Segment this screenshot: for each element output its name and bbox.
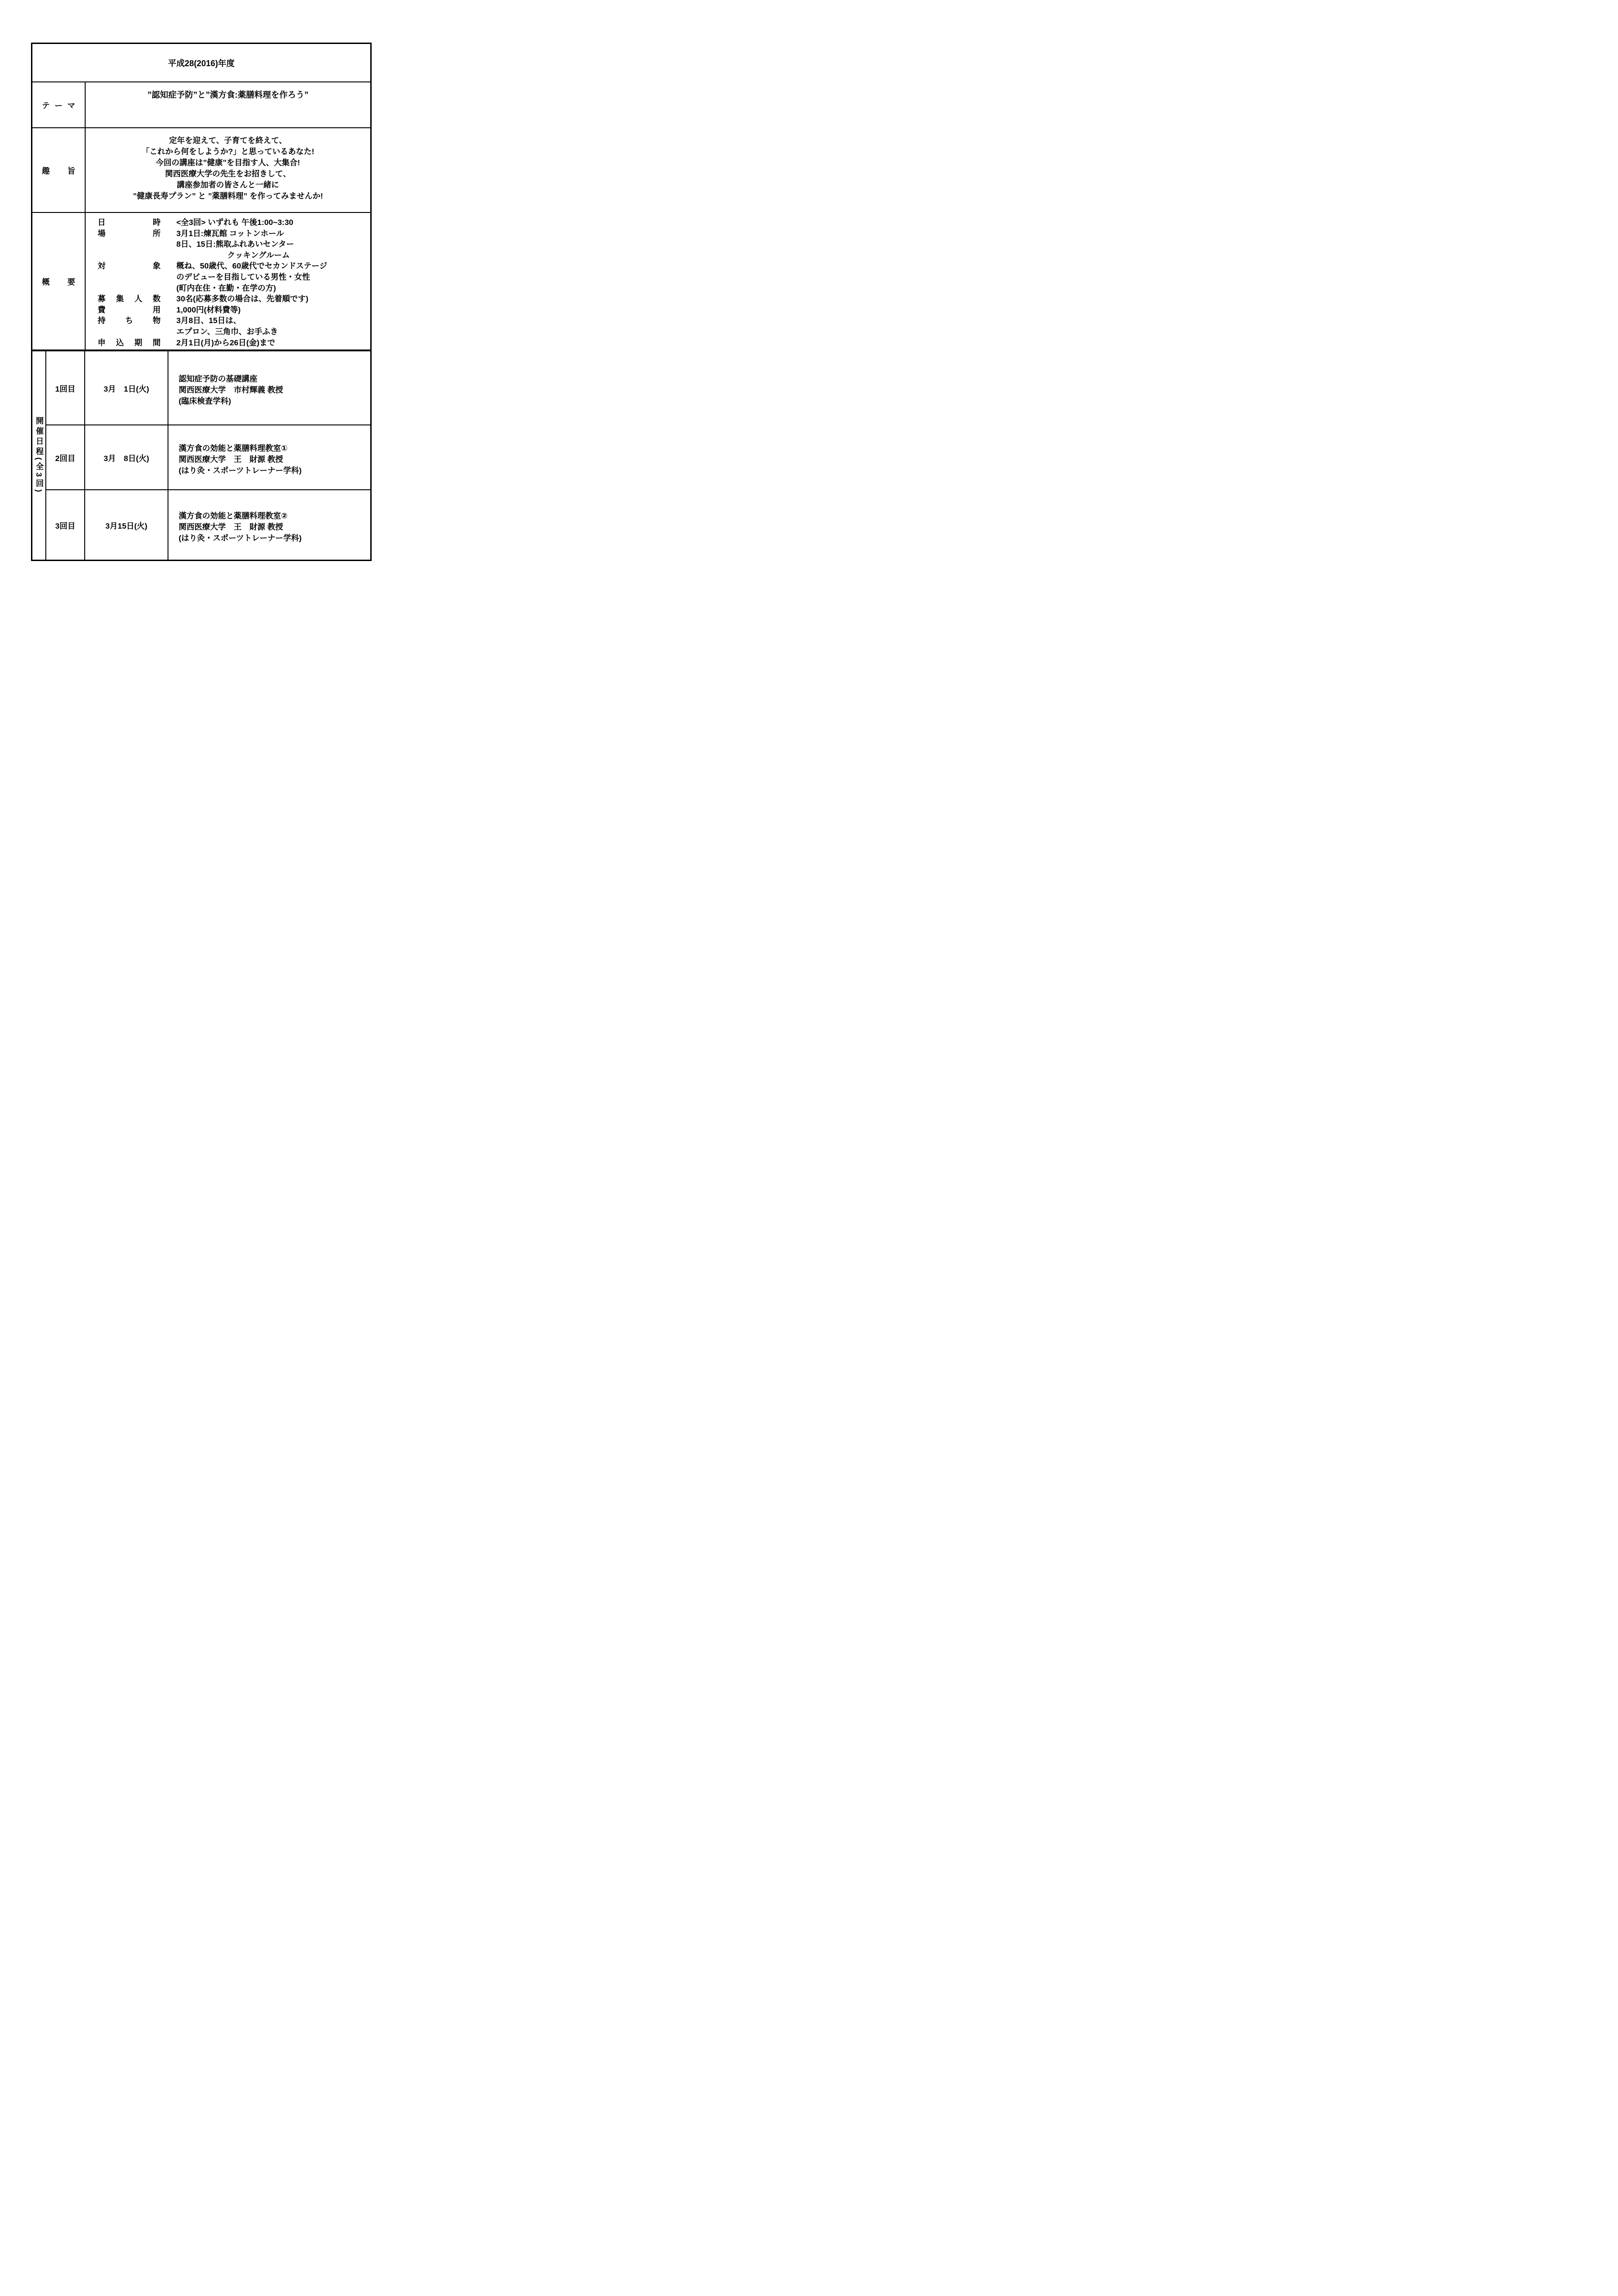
overview-item-label: 持ち物 bbox=[98, 316, 161, 325]
overview-label: 概要 bbox=[42, 278, 75, 287]
schedule-date: 3月 1日(火) bbox=[85, 351, 168, 424]
overview-item-label: 費用 bbox=[98, 305, 161, 314]
schedule-description-line: (臨床検査学科) bbox=[179, 397, 231, 406]
overview-item-value: 3月1日:煉瓦館 コットンホール bbox=[176, 229, 284, 238]
overview-item-label bbox=[98, 283, 161, 294]
overview-item-label: 対象 bbox=[98, 262, 161, 271]
schedule-description bbox=[168, 351, 370, 424]
overview-item-label bbox=[98, 250, 161, 261]
schedule-description-line: 漢方食の効能と薬膳料理教室① bbox=[179, 444, 288, 453]
overview-content bbox=[86, 213, 370, 349]
schedule-session-number: 2回目 bbox=[46, 425, 85, 489]
page bbox=[0, 0, 404, 574]
overview-item-value: 概ね、50歳代、60歳代でセカンドステージ bbox=[176, 262, 327, 271]
overview-item-label: 募集人数 bbox=[98, 294, 161, 304]
schedule-description-line: (はり灸・スポーツトレーナー学科) bbox=[179, 466, 302, 475]
overview-row bbox=[32, 213, 370, 349]
overview-item-value: クッキングルーム bbox=[227, 250, 290, 260]
schedule-date: 3月15日(火) bbox=[85, 490, 168, 560]
purpose-line: 「これから何をしようか?」と思っているあなた! bbox=[141, 147, 315, 156]
overview-item-value: エプロン、三角巾、お手ふき bbox=[176, 327, 278, 336]
schedule-row-3 bbox=[46, 489, 370, 560]
overview-item-value: 8日、15日:熊取ふれあいセンター bbox=[176, 240, 294, 249]
title-row bbox=[32, 44, 370, 82]
course-announcement-table bbox=[31, 43, 372, 561]
overview-item-place-cont2 bbox=[86, 250, 370, 261]
schedule-side-label: 開催日程(全3回) bbox=[32, 351, 46, 560]
schedule-session-number: 1回目 bbox=[46, 351, 85, 424]
schedule-section bbox=[32, 349, 370, 560]
overview-item-label bbox=[98, 326, 161, 337]
overview-item-label: 申込期間 bbox=[98, 338, 161, 347]
purpose-label-cell bbox=[32, 128, 86, 212]
overview-item-capacity bbox=[86, 293, 370, 305]
purpose-line: 今回の講座は”健康”を目指す人、大集合! bbox=[156, 158, 300, 167]
overview-item-label: 日時 bbox=[98, 218, 161, 227]
purpose-line: 定年を迎えて、子育てを終えて、 bbox=[169, 136, 287, 145]
overview-item-place bbox=[86, 228, 370, 239]
purpose-line: 関西医療大学の先生をお招きして、 bbox=[165, 169, 291, 178]
schedule-description bbox=[168, 425, 370, 489]
schedule-description-line: 漢方食の効能と薬膳料理教室② bbox=[179, 512, 288, 520]
schedule-description-line: 関西医療大学 市村輝義 教授 bbox=[179, 386, 283, 394]
overview-item-value: 3月8日、15日は、 bbox=[176, 316, 241, 325]
schedule-description bbox=[168, 490, 370, 560]
schedule-description-line: 関西医療大学 王 財源 教授 bbox=[179, 523, 283, 531]
purpose-row bbox=[32, 128, 370, 213]
overview-item-datetime bbox=[86, 217, 370, 228]
schedule-row-2 bbox=[46, 424, 370, 489]
overview-item-label bbox=[98, 239, 161, 250]
overview-item-value: のデビューを目指している男性・女性 bbox=[176, 272, 310, 281]
overview-item-value: <全3回> いずれも 午後1:00~3:30 bbox=[176, 218, 293, 227]
overview-item-label bbox=[98, 272, 161, 283]
overview-item-value: (町内在住・在勤・在学の方) bbox=[176, 283, 276, 293]
purpose-line: 講座参加者の皆さんと一緒に bbox=[177, 181, 279, 189]
overview-label-cell bbox=[32, 213, 86, 349]
theme-row bbox=[32, 82, 370, 128]
schedule-description-line: (はり灸・スポーツトレーナー学科) bbox=[179, 534, 302, 543]
overview-item-belongings-cont bbox=[86, 326, 370, 337]
overview-item-target-cont2 bbox=[86, 283, 370, 294]
purpose-label: 趣旨 bbox=[42, 167, 75, 175]
overview-item-value: 2月1日(月)から26日(金)まで bbox=[176, 338, 275, 347]
overview-item-value: 30名(応募多数の場合は、先着順です) bbox=[176, 294, 309, 304]
theme-label-cell bbox=[32, 82, 86, 127]
schedule-description-line: 関西医療大学 王 財源 教授 bbox=[179, 455, 283, 464]
overview-item-target bbox=[86, 261, 370, 272]
overview-item-application-period bbox=[86, 337, 370, 349]
purpose-text bbox=[86, 128, 370, 212]
overview-item-target-cont bbox=[86, 272, 370, 283]
schedule-description-line: 認知症予防の基礎講座 bbox=[179, 374, 257, 383]
theme-text: ”認知症予防”と”漢方食:薬膳料理を作ろう” bbox=[147, 90, 309, 100]
overview-item-label: 場所 bbox=[98, 229, 161, 238]
overview-item-fee bbox=[86, 305, 370, 316]
overview-item-belongings bbox=[86, 315, 370, 326]
schedule-rows bbox=[46, 351, 370, 560]
theme-label: テーマ bbox=[42, 101, 75, 110]
schedule-date: 3月 8日(火) bbox=[85, 425, 168, 489]
page-title: 平成28(2016)年度 bbox=[168, 58, 235, 68]
overview-item-value: 1,000円(材料費等) bbox=[176, 305, 241, 314]
purpose-line: ”健康長寿プラン” と ”薬膳料理” を作ってみませんか! bbox=[133, 192, 323, 200]
schedule-row-1 bbox=[46, 351, 370, 424]
schedule-session-number: 3回目 bbox=[46, 490, 85, 560]
overview-item-place-cont bbox=[86, 239, 370, 250]
